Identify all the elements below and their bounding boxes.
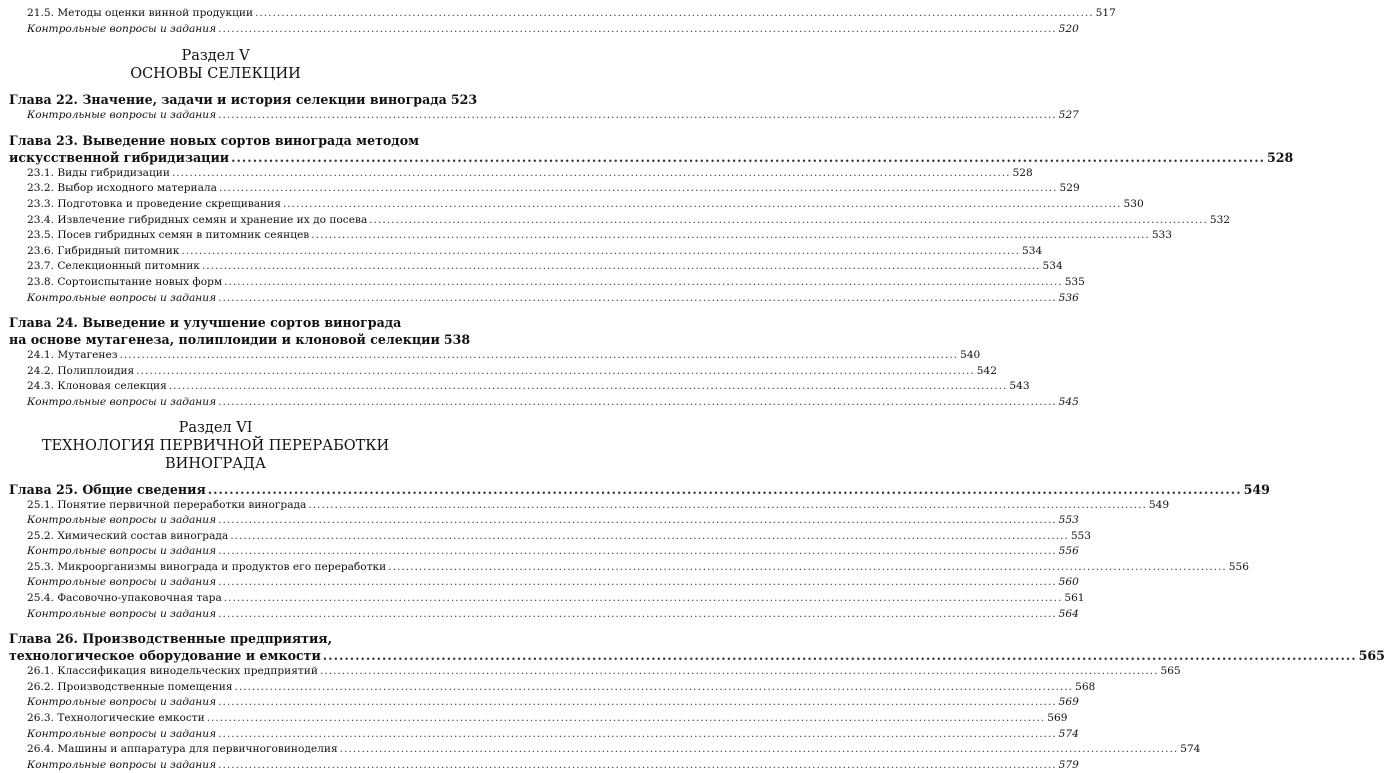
section-number: Раздел V: [181, 48, 250, 65]
toc-entry: [0, 213, 1231, 229]
entry-title: Контрольные вопросы и задания: [27, 109, 217, 122]
entry-page: 543: [1009, 380, 1030, 393]
entry-title: 23.1. Виды гибридизации: [27, 166, 170, 179]
entry-title: Контрольные вопросы и задания: [27, 727, 217, 740]
toc-entry: [0, 560, 1250, 576]
entry-title: 25.3. Микроорганизмы винограда и продуктов его переработки: [27, 560, 387, 573]
entry-page: 532: [1209, 213, 1231, 226]
leader-dots: [320, 664, 1159, 680]
toc-entry: [0, 379, 1030, 395]
toc-entry: [0, 529, 1092, 545]
leader-dots: [120, 348, 959, 364]
entry-page: 568: [1075, 680, 1096, 693]
entry-title: 26.1. Классификация винодельческих предприятий: [27, 665, 318, 678]
section-heading: [0, 47, 431, 83]
entry-title: 23.5. Посев гибридных семян в питомник сеянцев: [27, 229, 310, 242]
entry-page: 530: [1123, 197, 1144, 210]
toc-entry: [0, 275, 1085, 291]
entry-page: 529: [1059, 182, 1080, 195]
leader-dots: [218, 695, 1057, 711]
section-heading: [0, 419, 431, 473]
leader-dots: [218, 291, 1057, 307]
toc-entry-questions: [0, 544, 1079, 560]
chapter-heading-line1: Глава 23. Выведение новых сортов винограда методом: [9, 132, 420, 148]
section-number: Раздел VI: [178, 419, 253, 436]
toc-entry-questions: [0, 727, 1079, 743]
leader-dots: [283, 197, 1122, 213]
entry-title: Контрольные вопросы и задания: [27, 758, 217, 771]
entry-title: 24.3. Клоновая селекция: [27, 380, 167, 393]
toc-entry: [0, 664, 1181, 680]
entry-page: 520: [1058, 22, 1079, 35]
toc-entry: [0, 244, 1043, 260]
chapter-heading-line1: Глава 24. Выведение и улучшение сортов винограда: [9, 315, 402, 331]
chapter-title: технологическое оборудование и емкости: [9, 648, 321, 664]
entry-title: 23.3. Подготовка и проведение скрещивания: [27, 197, 281, 210]
toc-entry: [0, 742, 1201, 758]
entry-page: 569: [1058, 696, 1079, 709]
entry-title: 23.8. Сортоиспытание новых форм: [27, 275, 223, 288]
chapter-entries: [0, 664, 1201, 773]
leader-dots: [388, 560, 1227, 576]
entry-title: 23.7. Селекционный питомник: [27, 260, 200, 273]
entry-title: Контрольные вопросы и задания: [27, 545, 217, 558]
toc-entry: [0, 680, 1096, 696]
leader-dots: [218, 607, 1057, 623]
chapter-heading: [0, 149, 1294, 166]
entry-page: 565: [1160, 665, 1181, 678]
entry-title: Контрольные вопросы и задания: [27, 514, 217, 527]
entry-page: 517: [1095, 7, 1116, 19]
leader-dots: [224, 591, 1063, 607]
toc-entry-questions: [0, 108, 1079, 124]
entry-page: 528: [1012, 166, 1033, 179]
entry-page: 556: [1058, 545, 1079, 558]
leader-dots: [224, 275, 1063, 291]
chapter-page: 565: [1358, 648, 1385, 664]
entry-page: 574: [1180, 743, 1201, 756]
entry-title: 24.1. Мутагенез: [27, 349, 118, 362]
entry-page: 569: [1047, 712, 1068, 725]
leader-dots: [208, 481, 1242, 498]
chapter-heading: [0, 331, 471, 348]
chapter-title: Глава 22. Значение, задачи и история селекции винограда: [9, 92, 447, 108]
section-title: ОСНОВЫ СЕЛЕКЦИИ: [130, 66, 301, 83]
leader-dots: [218, 22, 1057, 38]
chapter-entries: [0, 348, 1079, 410]
leader-dots: [218, 513, 1057, 529]
leader-dots: [219, 181, 1058, 197]
toc-entry: [0, 364, 998, 380]
chapter-heading: [0, 481, 1270, 498]
toc-entry-questions: [0, 607, 1079, 623]
entry-page: 540: [960, 349, 981, 362]
toc-entry-questions: [0, 758, 1079, 773]
leader-dots: [207, 711, 1046, 727]
section-title: ТЕХНОЛОГИЯ ПЕРВИЧНОЙ ПЕРЕРАБОТКИ ВИНОГРАДА: [41, 437, 390, 472]
leader-dots: [323, 647, 1357, 664]
chapter-heading: [0, 91, 478, 108]
chapter-heading-line1: Глава 26. Производственные предприятия,: [9, 631, 332, 647]
chapter-page: 523: [450, 92, 478, 108]
entry-title: Контрольные вопросы и задания: [27, 291, 217, 304]
toc-entry: [0, 228, 1173, 244]
entry-page: 536: [1058, 291, 1079, 304]
toc-entry: [0, 711, 1068, 727]
leader-dots: [230, 529, 1069, 545]
entry-title: 26.2. Производственные помещения: [27, 680, 233, 693]
entry-page: 534: [1042, 260, 1063, 273]
leader-dots: [136, 364, 975, 380]
leader-dots: [169, 379, 1008, 395]
entry-page: 564: [1058, 607, 1079, 620]
toc-entry: [0, 498, 1170, 514]
entry-title: 26.4. Машины и аппаратура для первичноговиноделия: [27, 743, 338, 756]
toc-entry: [0, 591, 1085, 607]
entry-title: Контрольные вопросы и задания: [27, 607, 217, 620]
entry-page: 556: [1228, 560, 1250, 573]
leader-dots: [218, 727, 1057, 743]
toc-entry: [0, 259, 1063, 275]
entry-title: 25.2. Химический состав винограда: [27, 529, 229, 542]
leader-dots: [218, 758, 1057, 773]
toc-entry-questions: [0, 695, 1079, 711]
entry-title: 23.6. Гибридный питомник: [27, 244, 180, 257]
entry-title: 23.2. Выбор исходного материала: [27, 182, 217, 195]
leader-dots: [218, 395, 1057, 411]
chapter-entries: [0, 498, 1250, 623]
leader-dots: [202, 259, 1041, 275]
entry-page: 545: [1058, 395, 1079, 408]
entry-page: 542: [976, 364, 998, 377]
chapter-page: 538: [443, 332, 471, 348]
entry-title: Контрольные вопросы и задания: [27, 395, 217, 408]
leader-dots: [255, 6, 1094, 22]
entry-title: Контрольные вопросы и задания: [27, 576, 217, 589]
leader-dots: [231, 149, 1265, 166]
entry-page: 574: [1058, 727, 1079, 740]
leader-dots: [218, 575, 1057, 591]
toc-entry: [0, 166, 1033, 182]
entry-page: 527: [1058, 109, 1079, 122]
entry-title: Контрольные вопросы и задания: [27, 696, 217, 709]
chapter-entries: [0, 166, 1231, 306]
leader-dots: [218, 108, 1057, 124]
leader-dots: [311, 228, 1150, 244]
entry-page: 533: [1151, 229, 1173, 242]
toc-entry: [0, 348, 981, 364]
toc-entry: [0, 181, 1080, 197]
toc-entry: [0, 197, 1144, 213]
entry-title: 24.2. Полиплоидия: [27, 364, 135, 377]
entry-page: 553: [1058, 514, 1079, 527]
entry-page: 549: [1148, 498, 1170, 511]
toc-entry-questions: [0, 291, 1079, 307]
entry-title: 25.1. Понятие первичной переработки винограда: [27, 498, 307, 511]
chapter-title: Глава 25. Общие сведения: [9, 481, 206, 497]
toc-entry-questions: [0, 22, 1079, 38]
chapter-heading: [0, 647, 1385, 664]
entry-page: 534: [1021, 244, 1043, 257]
leader-dots: [235, 680, 1074, 696]
chapter-title: на основе мутагенеза, полиплоидии и клоновой селекции: [9, 332, 440, 348]
entry-page: 560: [1058, 576, 1079, 589]
toc-entry: [0, 6, 1116, 22]
leader-dots: [181, 244, 1020, 260]
top-entries: [0, 6, 1116, 37]
entry-title: 21.5. Методы оценки винной продукции: [27, 7, 254, 19]
entry-page: 535: [1064, 275, 1085, 288]
chapter-page: 549: [1243, 481, 1270, 497]
leader-dots: [308, 498, 1147, 514]
toc-entry-questions: [0, 575, 1079, 591]
entry-title: 23.4. Извлечение гибридных семян и хранение их до посева: [27, 213, 368, 226]
entry-page: 579: [1058, 758, 1079, 771]
leader-dots: [218, 544, 1057, 560]
entry-page: 553: [1070, 529, 1092, 542]
entry-title: Контрольные вопросы и задания: [27, 22, 217, 35]
entry-page: 561: [1064, 592, 1085, 605]
toc-entry-questions: [0, 395, 1079, 411]
leader-dots: [340, 742, 1179, 758]
chapter-title: искусственной гибридизации: [9, 149, 230, 165]
entry-title: 25.4. Фасовочно-упаковочная тара: [27, 592, 222, 605]
entry-title: 26.3. Технологические емкости: [27, 712, 205, 725]
toc-entry-questions: [0, 513, 1079, 529]
leader-dots: [172, 166, 1011, 182]
chapter-page: 528: [1266, 149, 1294, 165]
leader-dots: [369, 213, 1208, 229]
